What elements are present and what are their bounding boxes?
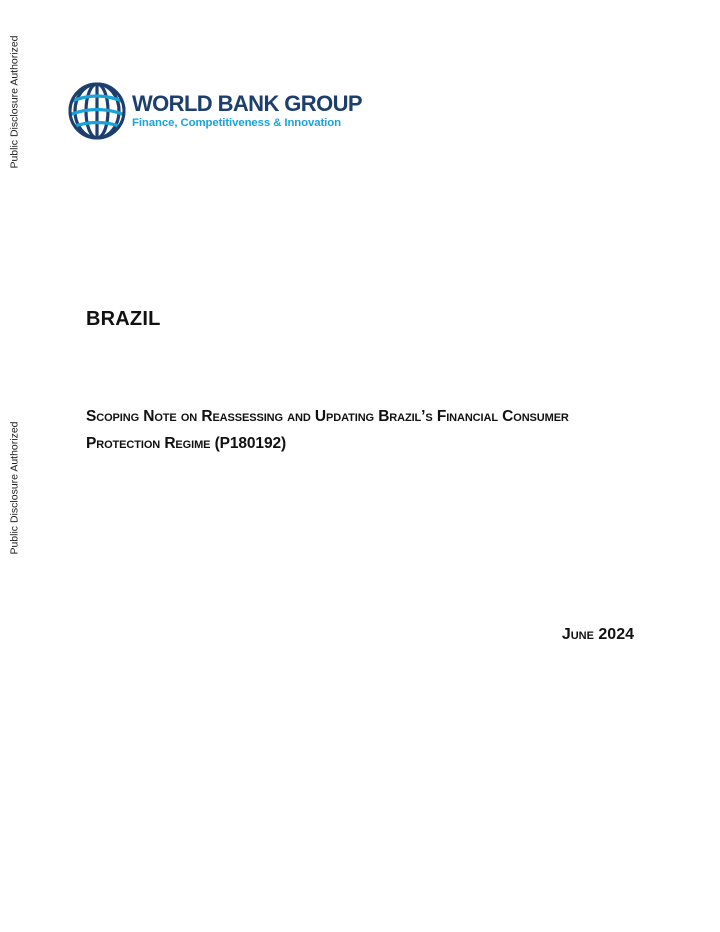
logo-tagline: Finance, Competitiveness & Innovation [132, 116, 341, 129]
disclosure-stamp-text: Public Disclosure Authorized [9, 35, 22, 169]
globe-icon [68, 82, 126, 140]
document-title: Scoping Note on Reassessing and Updating Brazil’s Financial Consumer Protection Regime (P180192) [86, 408, 569, 452]
disclosure-stamp-middle [5, 408, 25, 568]
world-bank-group-logo [68, 82, 362, 140]
disclosure-stamp-top [5, 22, 25, 182]
publication-date: June 2024 [561, 626, 634, 643]
logo-wordmark: WORLD BANK GROUP [132, 90, 362, 116]
country-heading: BRAZIL [86, 308, 161, 330]
disclosure-stamp-text: Public Disclosure Authorized [9, 421, 22, 555]
